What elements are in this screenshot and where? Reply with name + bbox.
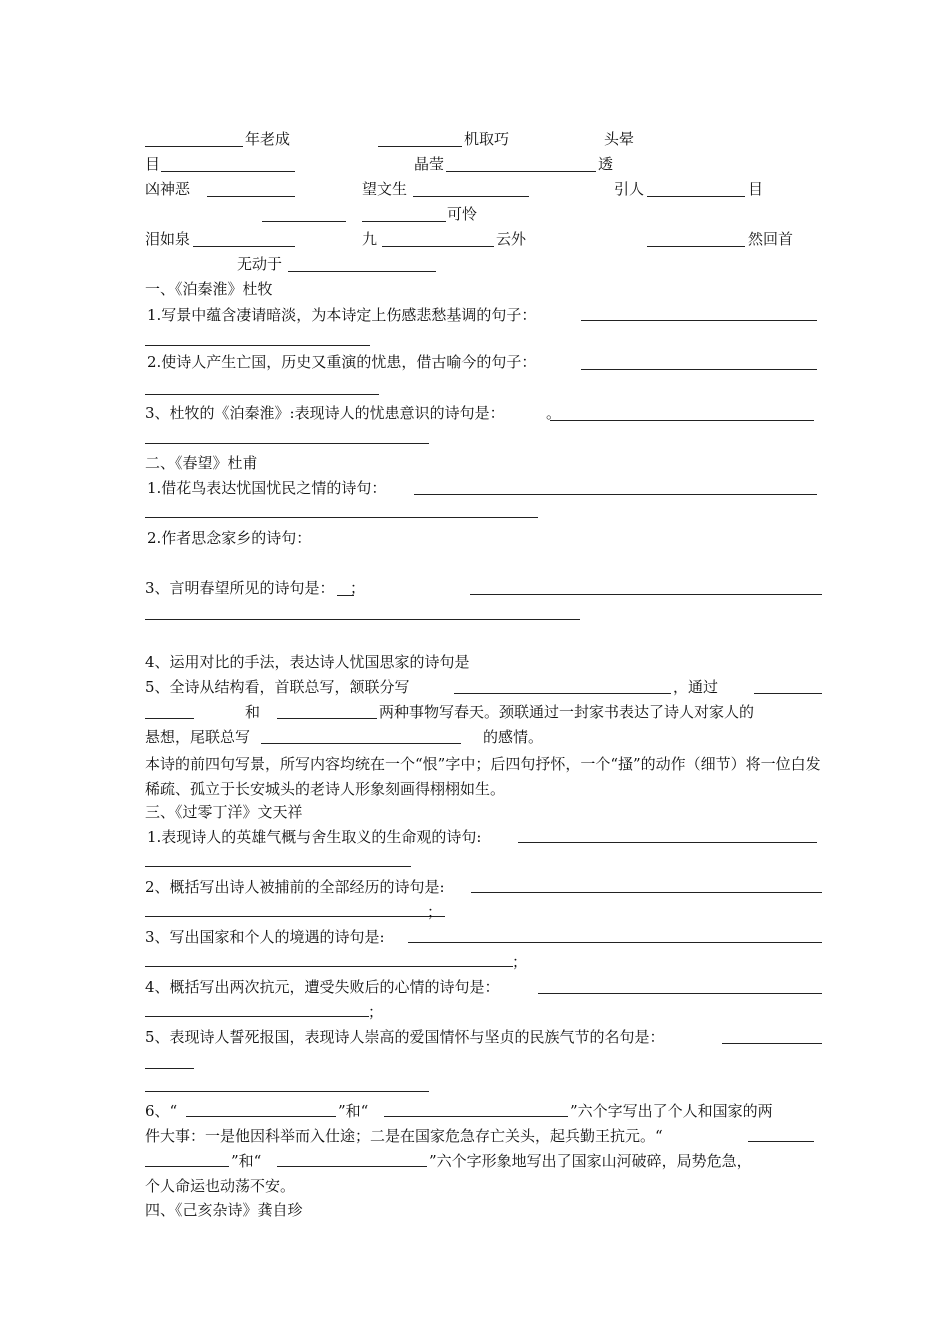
question-text: 2.使诗人产生亡国，历史又重演的忧患，借古喻今的句子： [147,353,537,371]
idiom-text: 年老成 [245,130,291,148]
question-text: ”和“ [338,1102,369,1120]
question-text: ”和“ [231,1152,262,1170]
blank-line[interactable] [382,246,494,247]
blank-line[interactable] [161,171,295,172]
answer-line[interactable] [261,743,461,744]
answer-line[interactable] [470,594,822,595]
answer-line[interactable] [145,517,538,518]
answer-line[interactable] [384,1116,568,1117]
question-text: 3、写出国家和个人的境遇的诗句是: [145,928,385,946]
question-text: 的感情。 [483,728,544,746]
idiom-text: 透 [598,155,614,173]
answer-line[interactable] [748,1141,814,1142]
answer-line[interactable] [145,1166,229,1167]
idiom-text: 然回首 [748,230,794,248]
answer-line[interactable] [145,443,429,444]
idiom-text: 无动于 [237,255,283,273]
question-text: 2.作者思念家乡的诗句： [147,529,312,547]
answer-line[interactable] [145,345,370,346]
question-text: 1.表现诗人的英雄气概与舍生取义的生命观的诗句: [147,828,482,846]
blank-line[interactable] [362,221,446,222]
question-text: 个人命运也动荡不安。 [145,1177,296,1195]
question-text: 件大事：一是他因科举而入仕途；二是在国家危急存亡关头，起兵勤王抗元。“ [145,1127,663,1145]
answer-line[interactable] [518,842,817,843]
question-text: 2、概括写出诗人被捕前的全部经历的诗句是: [145,878,445,896]
blank-line[interactable] [413,196,529,197]
answer-line[interactable] [277,718,377,719]
answer-line[interactable] [145,718,194,719]
question-text: 5、全诗从结构看，首联总写，颔联分写 [145,678,410,696]
idiom-text: 可怜 [447,205,478,223]
answer-line[interactable] [145,966,513,967]
blank-line[interactable] [207,196,295,197]
question-text: ，通过 [673,678,719,696]
answer-line[interactable] [550,420,814,421]
answer-line[interactable] [722,1043,822,1044]
answer-line[interactable] [471,892,822,893]
idiom-text: 目 [145,155,161,173]
idiom-text: 云外 [496,230,527,248]
answer-line[interactable] [414,494,817,495]
question-punct: ； [368,1003,384,1021]
question-text: 两种事物写春天。颈联通过一封家书表达了诗人对家人的 [379,703,755,721]
answer-line[interactable] [145,619,580,620]
answer-line[interactable] [408,942,822,943]
idiom-text: 头晕 [604,130,635,148]
question-text: 3、杜牧的《泊秦淮》:表现诗人的忧患意识的诗句是： [145,404,505,422]
idiom-text: 望文生 [362,180,408,198]
idiom-text: 泪如泉 [145,230,191,248]
answer-line[interactable] [581,369,817,370]
blank-line[interactable] [647,196,745,197]
idiom-text: 引人 [614,180,645,198]
section-title: 四、《己亥杂诗》龚自珍 [145,1201,303,1219]
question-text: 6、“ [145,1102,178,1120]
blank-line[interactable] [378,146,462,147]
question-punct: 。 [546,404,562,422]
answer-line[interactable] [145,394,379,395]
answer-line[interactable] [145,1068,194,1069]
answer-line[interactable] [277,1166,427,1167]
answer-line[interactable] [145,1016,369,1017]
question-text: ”六个字写出了个人和国家的两 [570,1102,773,1120]
answer-line[interactable] [754,693,822,694]
idiom-text: 凶神恶 [145,180,191,198]
section-title: 一、《泊秦淮》杜牧 [145,280,273,298]
answer-line[interactable] [145,916,445,917]
idiom-text: 九 [362,230,378,248]
question-text: 4、运用对比的手法，表达诗人忧国思家的诗句是 [145,653,470,671]
blank-line[interactable] [647,246,745,247]
blank-line[interactable] [288,271,436,272]
blank-line[interactable] [193,246,295,247]
section-title: 二、《春望》杜甫 [145,454,258,472]
answer-line[interactable] [454,693,671,694]
question-text: 3、言明春望所见的诗句是： [145,579,335,597]
blank-line[interactable] [446,171,596,172]
question-text: 1.写景中蕴含凄请暗淡，为本诗定上伤感悲愁基调的句子： [147,306,537,324]
section-title: 三、《过零丁洋》文天祥 [145,803,303,821]
answer-line[interactable] [186,1116,336,1117]
question-text: 悬想，尾联总写 [145,728,251,746]
question-punct: ； [512,953,528,971]
blank-line[interactable] [145,146,243,147]
question-punct: ； [350,579,366,597]
idiom-text: 晶莹 [414,155,445,173]
question-text: ”六个字形象地写出了国家山河破碎，局势危急， [429,1152,752,1170]
answer-line[interactable] [538,993,822,994]
note-paragraph: 本诗的前四句写景，所写内容均统在一个“恨”字中；后四句抒怀，一个“搔”的动作（细节）将一位白发稀疏、孤立于长安城头的老诗人形象刻画得栩栩如生。 [145,755,821,798]
answer-line[interactable] [145,1091,429,1092]
blank-line[interactable] [262,221,346,222]
question-text: 5、表现诗人誓死报国，表现诗人崇高的爱国情怀与坚贞的民族气节的名句是： [145,1028,665,1046]
answer-line[interactable] [145,866,411,867]
question-punct: ； [427,903,443,921]
question-text: 和 [245,703,261,721]
idiom-text: 机取巧 [464,130,510,148]
question-text: 4、概括写出两次抗元，遭受失败后的心情的诗句是： [145,978,500,996]
question-text: 1.借花鸟表达忧国忧民之情的诗句： [147,479,387,497]
answer-line[interactable] [581,320,817,321]
idiom-text: 目 [748,180,764,198]
